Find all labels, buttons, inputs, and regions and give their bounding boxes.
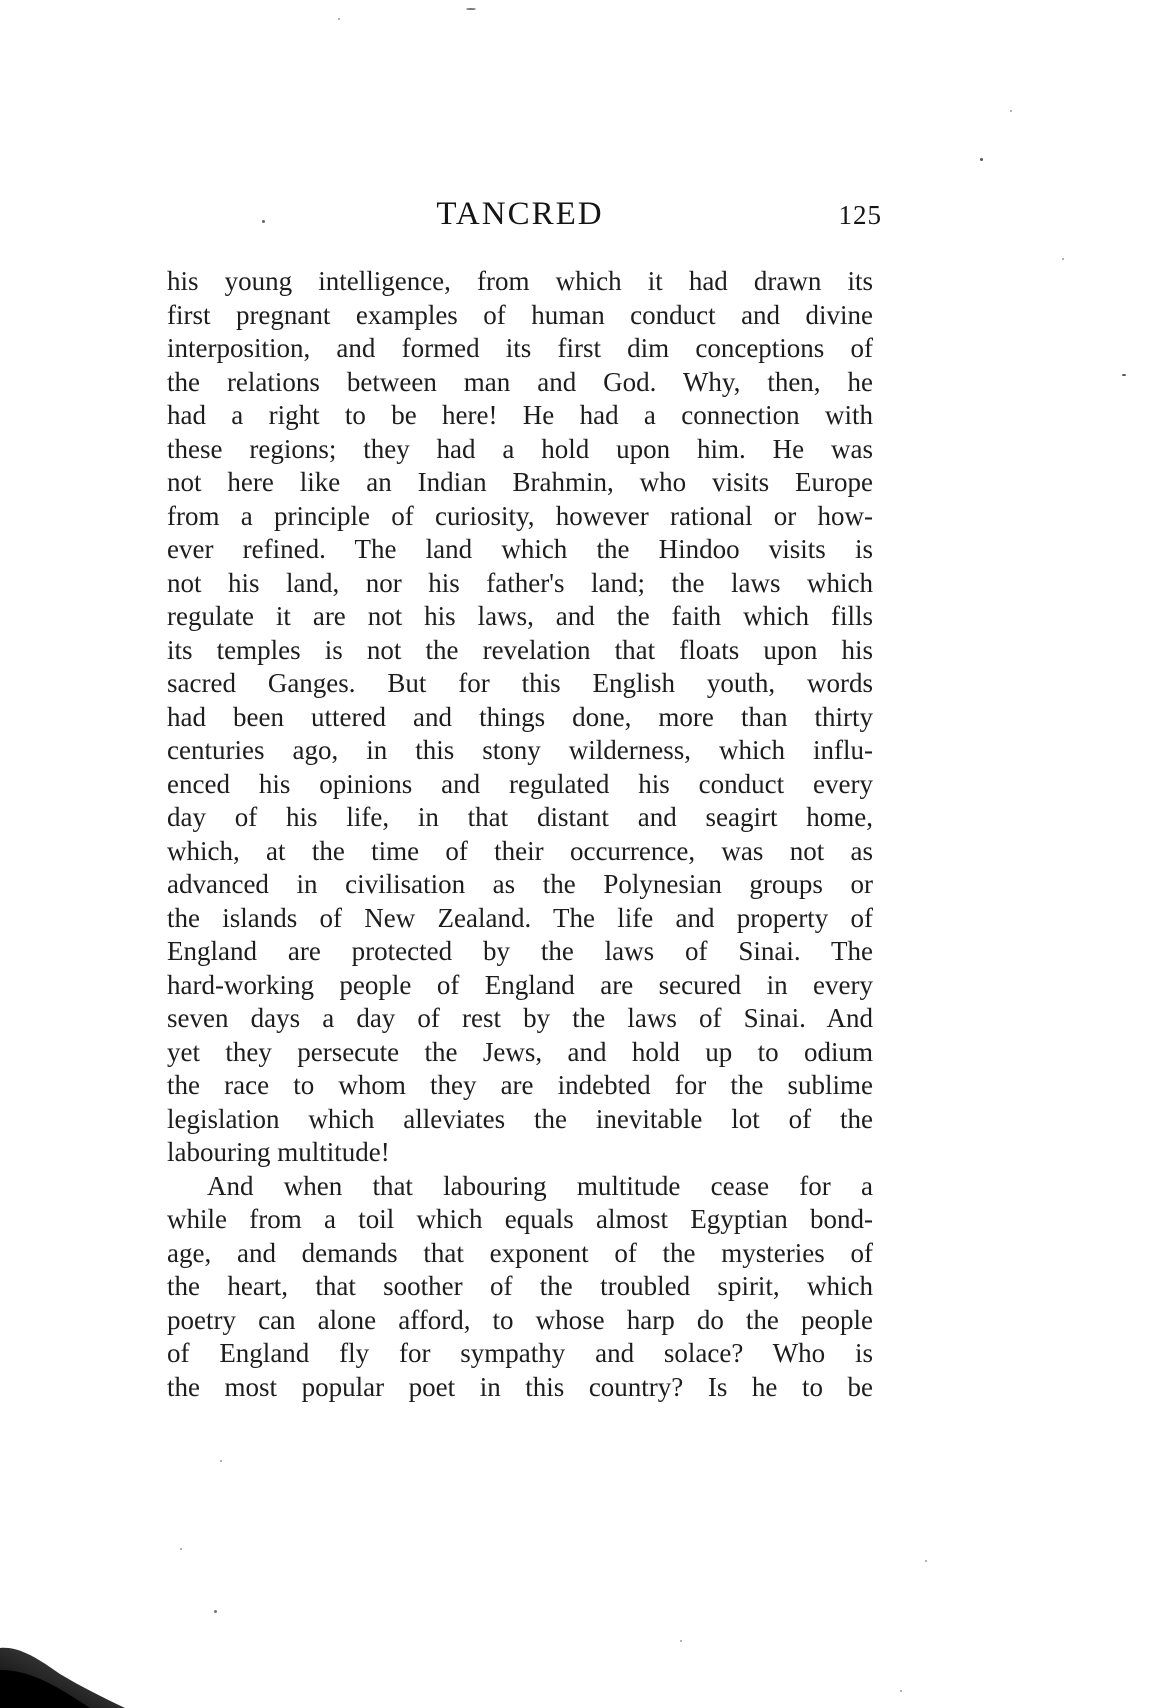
scan-speck <box>466 8 476 10</box>
text-line: of England fly for sympathy and solace? Who is <box>167 1338 873 1368</box>
scan-speck <box>980 158 983 161</box>
text-line: not his land, nor his father's land; the laws which <box>167 567 873 598</box>
text-line: ever refined. The land which the Hindoo visits is <box>167 534 873 564</box>
scan-speck <box>1062 258 1064 260</box>
text-line: from a principle of curiosity, however rational or how- <box>167 500 873 531</box>
text-line: enced his opinions and regulated his conduct every <box>167 768 873 799</box>
text-line: first pregnant examples of human conduct and divine <box>167 299 873 330</box>
text-line: poetry can alone afford, to whose harp do the people <box>167 1304 873 1335</box>
text-line: advanced in civilisation as the Polynesian groups or <box>167 869 873 899</box>
page-title: TANCRED <box>436 196 604 232</box>
text-line: yet they persecute the Jews, and hold up to odium <box>167 1036 873 1067</box>
text-line: had been uttered and things done, more than thirty <box>167 701 873 732</box>
text-line: had a right to be here! He had a connection with <box>167 400 873 430</box>
text-line: the most popular poet in this country? Is he to be <box>167 1371 873 1402</box>
scan-speck <box>1010 110 1012 112</box>
text-line: And when that labouring multitude cease for a <box>207 1170 873 1201</box>
scan-speck <box>220 1460 222 1462</box>
scan-speck <box>680 1640 682 1642</box>
scan-speck <box>925 1560 927 1562</box>
text-line: sacred Ganges. But for this English youth, words <box>167 668 873 698</box>
text-line: England are protected by the laws of Sinai. The <box>167 936 873 966</box>
text-line: centuries ago, in this stony wilderness, which influ- <box>167 735 873 765</box>
text-line: age, and demands that exponent of the mysteries of <box>167 1237 873 1268</box>
text-line: while from a toil which equals almost Egyptian bond- <box>167 1204 873 1234</box>
scan-speck <box>214 1610 217 1613</box>
text-line: legislation which alleviates the inevitable lot of the <box>167 1103 873 1134</box>
text-line: its temples is not the revelation that floats upon his <box>167 634 873 665</box>
running-head <box>164 196 882 236</box>
body-text <box>167 265 873 1404</box>
text-line: labouring multitude! <box>167 1137 390 1167</box>
text-line: which, at the time of their occurrence, was not as <box>167 835 873 866</box>
text-line: regulate it are not his laws, and the faith which fills <box>167 601 873 631</box>
text-line: hard-working people of England are secured in every <box>167 969 873 1000</box>
text-line: the heart, that soother of the troubled spirit, which <box>167 1271 873 1301</box>
text-line: the race to whom they are indebted for the sublime <box>167 1070 873 1100</box>
text-line: day of his life, in that distant and seagirt home, <box>167 802 873 832</box>
text-line: the relations between man and God. Why, then, he <box>167 366 873 397</box>
scan-speck <box>180 1548 182 1550</box>
text-line: interposition, and formed its first dim conceptions of <box>167 333 873 363</box>
text-line: these regions; they had a hold upon him. He was <box>167 433 873 464</box>
text-line: seven days a day of rest by the laws of Sinai. And <box>167 1003 873 1033</box>
scan-speck <box>338 18 340 20</box>
scan-speck <box>1122 374 1126 376</box>
scan-speck <box>262 220 265 223</box>
text-line: his young intelligence, from which it had drawn its <box>167 266 873 296</box>
page-number: 125 <box>838 200 882 230</box>
scan-shadow <box>0 1640 125 1708</box>
text-line: the islands of New Zealand. The life and property of <box>167 902 873 933</box>
text-line: not here like an Indian Brahmin, who visits Europe <box>167 467 873 497</box>
scan-speck <box>900 1690 902 1692</box>
